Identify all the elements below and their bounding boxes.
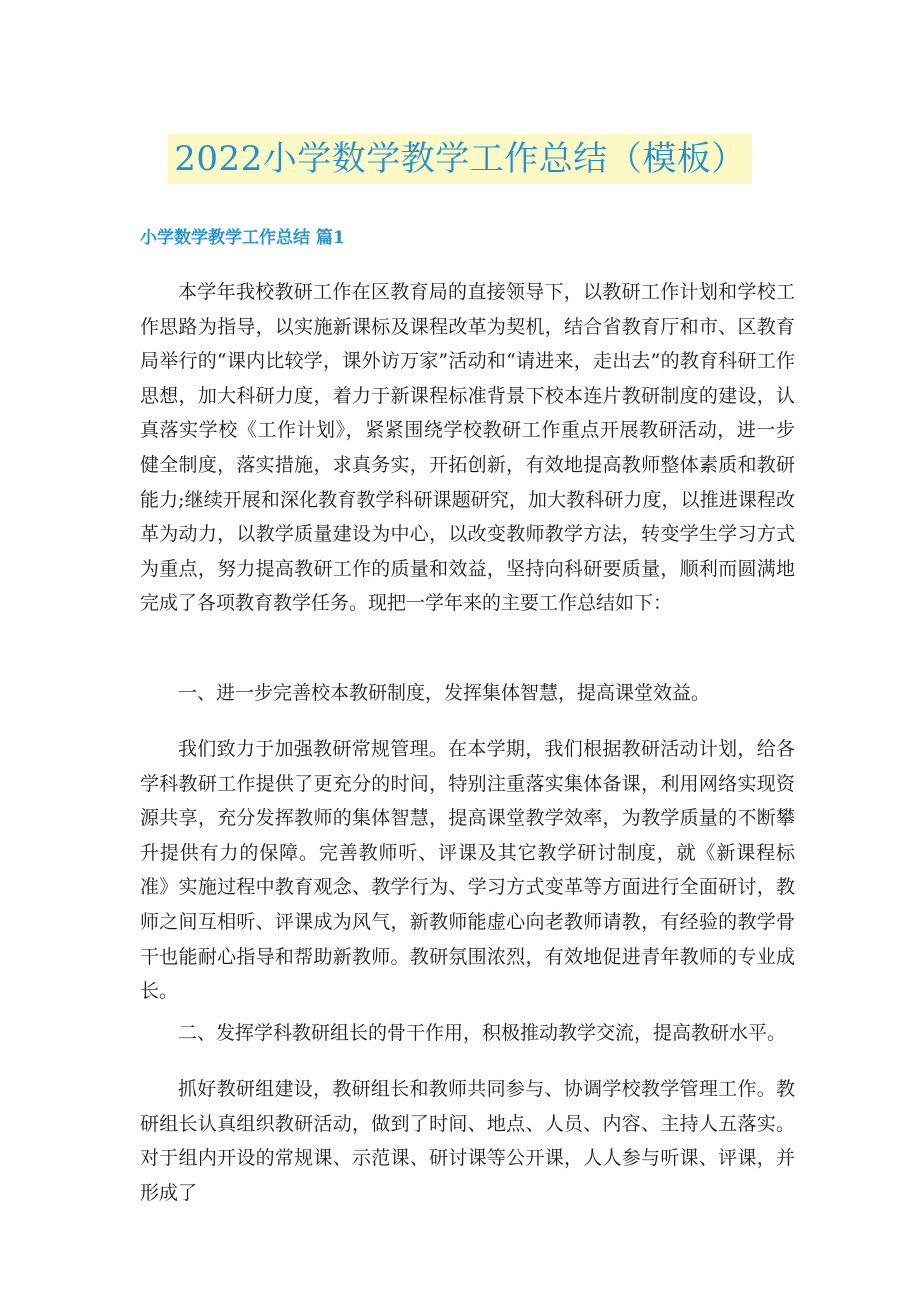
point-two-heading: 二、发挥学科教研组长的骨干作用，积极推动教学交流，提高教研水平。 — [178, 1022, 787, 1044]
title-container — [0, 134, 920, 184]
section-heading: 小学数学教学工作总结 篇1 — [140, 228, 345, 248]
point-one-heading: 一、进一步完善校本教研制度，发挥集体智慧，提高课堂效益。 — [178, 682, 711, 704]
point-one-paragraph: 我们致力于加强教研常规管理。在本学期，我们根据教研活动计划，给各学科教研工作提供了更充分的时间，特别注重落实集体备课，利用网络实现资源共享，充分发挥教师的集体智慧，提高课堂教学效率，为教学质量的不断攀升提供有力的保障。完善教师听、评课及其它教学研讨制度，就《新课程标准》实施过程中教育观念、教学行为、学习方式变革等方面进行全面研讨，教师之间互相听、评课成为风气，新教师能虚心向老教师请教，有经验的教学骨干也能耐心指导和帮助新教师。教研氛围浓烈，有效地促进青年教师的专业成长。 — [140, 738, 795, 1003]
document-title: 2022小学数学教学工作总结（模板） — [168, 134, 752, 184]
point-two-paragraph: 抓好教研组建设，教研组长和教师共同参与、协调学校教学管理工作。教研组长认真组织教研活动，做到了时间、地点、人员、内容、主持人五落实。对于组内开设的常规课、示范课、研讨课等公开课，人人参与听课、评课，并形成了 — [140, 1078, 795, 1204]
intro-paragraph: 本学年我校教研工作在区教育局的直接领导下，以教研工作计划和学校工作思路为指导，以实施新课标及课程改革为契机，结合省教育厅和市、区教育局举行的“课内比较学，课外访万家”活动和“请进来，走出去”的教育科研工作思想，加大科研力度，着力于新课程标准背景下校本连片教研制度的建设，认真落实学校《工作计划》，紧紧围绕学校教研工作重点开展教研活动，进一步健全制度，落实措施，求真务实，开拓创新，有效地提高教师整体素质和教研能力;继续开展和深化教育教学科研课题研究，加大教科研力度，以推进课程改革为动力，以教学质量建设为中心，以改变教师教学方法，转变学生学习方式为重点，努力提高教研工作的质量和效益，坚持向科研要质量，顺利而圆满地完成了各项教育教学任务。现把一学年来的主要工作总结如下： — [140, 281, 795, 615]
